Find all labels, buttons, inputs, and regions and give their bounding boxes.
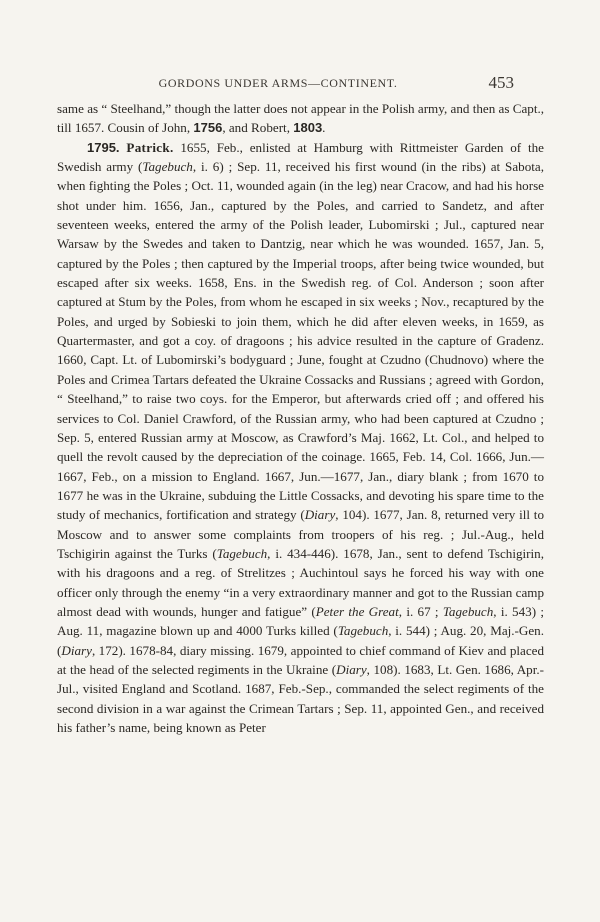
text-run: , 172). 1678-84, diary missing. 1679, appointed to chief command of Kiev and placed at the head of the selected regiments in the Ukraine (: [57, 642, 544, 677]
paragraph-continued: [57, 99, 544, 138]
text-run: , 108). 1683, Lt. Gen. 1686, Apr.-Jul., visited England and Scotland. 1687, Feb.-Sep., commanded the select regiments of the second division in a war against the Crimean Tartars ; Sep. 11, appointed Gen., and received his father’s name, being known as Peter: [57, 661, 545, 735]
text-run: , i. 6) ; Sep. 11, received his first wound (in the ribs) at Sabota, when fighting the Poles ; Oct. 11, wounded again (in the leg) near Cracow, and had his horse shot under him. 1656, Jan., captured by the Poles, and carried to Sandetz, and after seventeen weeks, entered the army of the Polish leader, Lubomirski ; Jul., captured near Warsaw by the Swedes and taken to Dantzig, near which he was wounded. 1657, Jan. 5, captured by the Poles ; then captured by the Imperial troops, after being twice wounded, but escaped after six weeks. 1658, Ens. in the Swedish reg. of Col. Anderson ; soon after captured at Stum by the Poles, from whom he escaped in six weeks ; Nov., recaptured by the Poles, and urged by Sobieski to join them, which he did after eleven weeks, in 1659, as Quartermaster, and got a coy. of dragoons ; his advice resulted in the capture of Gradenz. 1660, Capt. Lt. of Lubomirski’s bodyguard ; June, fought at Czudno (Chudnovo) where the Poles and Crimea Tartars defeated the Ukraine Cossacks and Russians ; agreed with Gordon, “ Steelhand,” to raise two coys. for the Emperor, but afterwards cried off ; and offered his services to Col. Daniel Crawford, of the Russian army, who had been captured at Czudno ; Sep. 5, entered Russian army at Moscow, as Crawford’s Maj. 1662, Lt. Col., and helped to quell the revolt caused by the depreciation of the coinage. 1665, Feb. 14, Col. 1666, Jun.—1667, Feb., on a mission to England. 1667, Jun.—1677, Jan., diary blank ; from 1670 to 1677 he was in the Ukraine, subduing the Little Cossacks, and devoting his spare time to the study of mechanics, fortification and strategy (: [57, 159, 544, 523]
cross-reference: 1803: [293, 120, 323, 136]
citation-title: Peter the Great: [315, 603, 399, 619]
citation-title: Tagebuch: [337, 623, 389, 639]
text-run: same as “ Steelhand,” though the latter does not appear in the Polish army, and then as Capt., till 1657. Cousin of John,: [57, 101, 544, 136]
citation-title: Diary: [304, 507, 336, 523]
citation-title: Tagebuch: [216, 545, 268, 561]
citation-title: Diary: [61, 642, 92, 658]
body-text: [57, 99, 544, 737]
citation-title: Tagebuch: [442, 603, 494, 619]
running-head: [0, 73, 600, 96]
page-number: 453: [488, 73, 514, 92]
text-run: .: [322, 120, 326, 136]
entry-paragraph: [57, 138, 544, 738]
text-run: , i. 544) ; Aug. 20, Maj.-Gen. (: [57, 623, 545, 658]
text-run: , i. 543) ; Aug. 11, magazine blown up and 4000 Turks killed (: [57, 603, 544, 639]
text-run: , i. 434-446). 1678, Jan., sent to defend Tschigirin, with his dragoons and a reg. of Strelitzes ; Auchintoul says he forced his way with one officer only through the enemy “in a very extraordinary manner and got to the Russian camp almost dead with wounds, hunger and fatigue” (: [57, 545, 544, 619]
text-run: , 104). 1677, Jan. 8, returned very ill to Moscow and to answer some complaints from troopers of his reg. ; Jul.-Aug., held Tschigirin against the Turks (: [57, 507, 544, 561]
cross-reference: 1756: [193, 120, 223, 136]
running-title: GORDONS UNDER ARMS—CONTINENT.: [158, 76, 398, 90]
text-run: , and Robert,: [222, 120, 294, 136]
citation-title: Diary: [336, 661, 367, 677]
text-run: 1655, Feb., enlisted at Hamburg with Rittmeister Garden of the Swedish army (: [57, 139, 544, 175]
entry-number: 1795.: [87, 139, 120, 155]
citation-title: Tagebuch: [142, 159, 193, 175]
text-run: , i. 67 ;: [398, 603, 443, 619]
entry-name: Patrick.: [126, 139, 174, 155]
